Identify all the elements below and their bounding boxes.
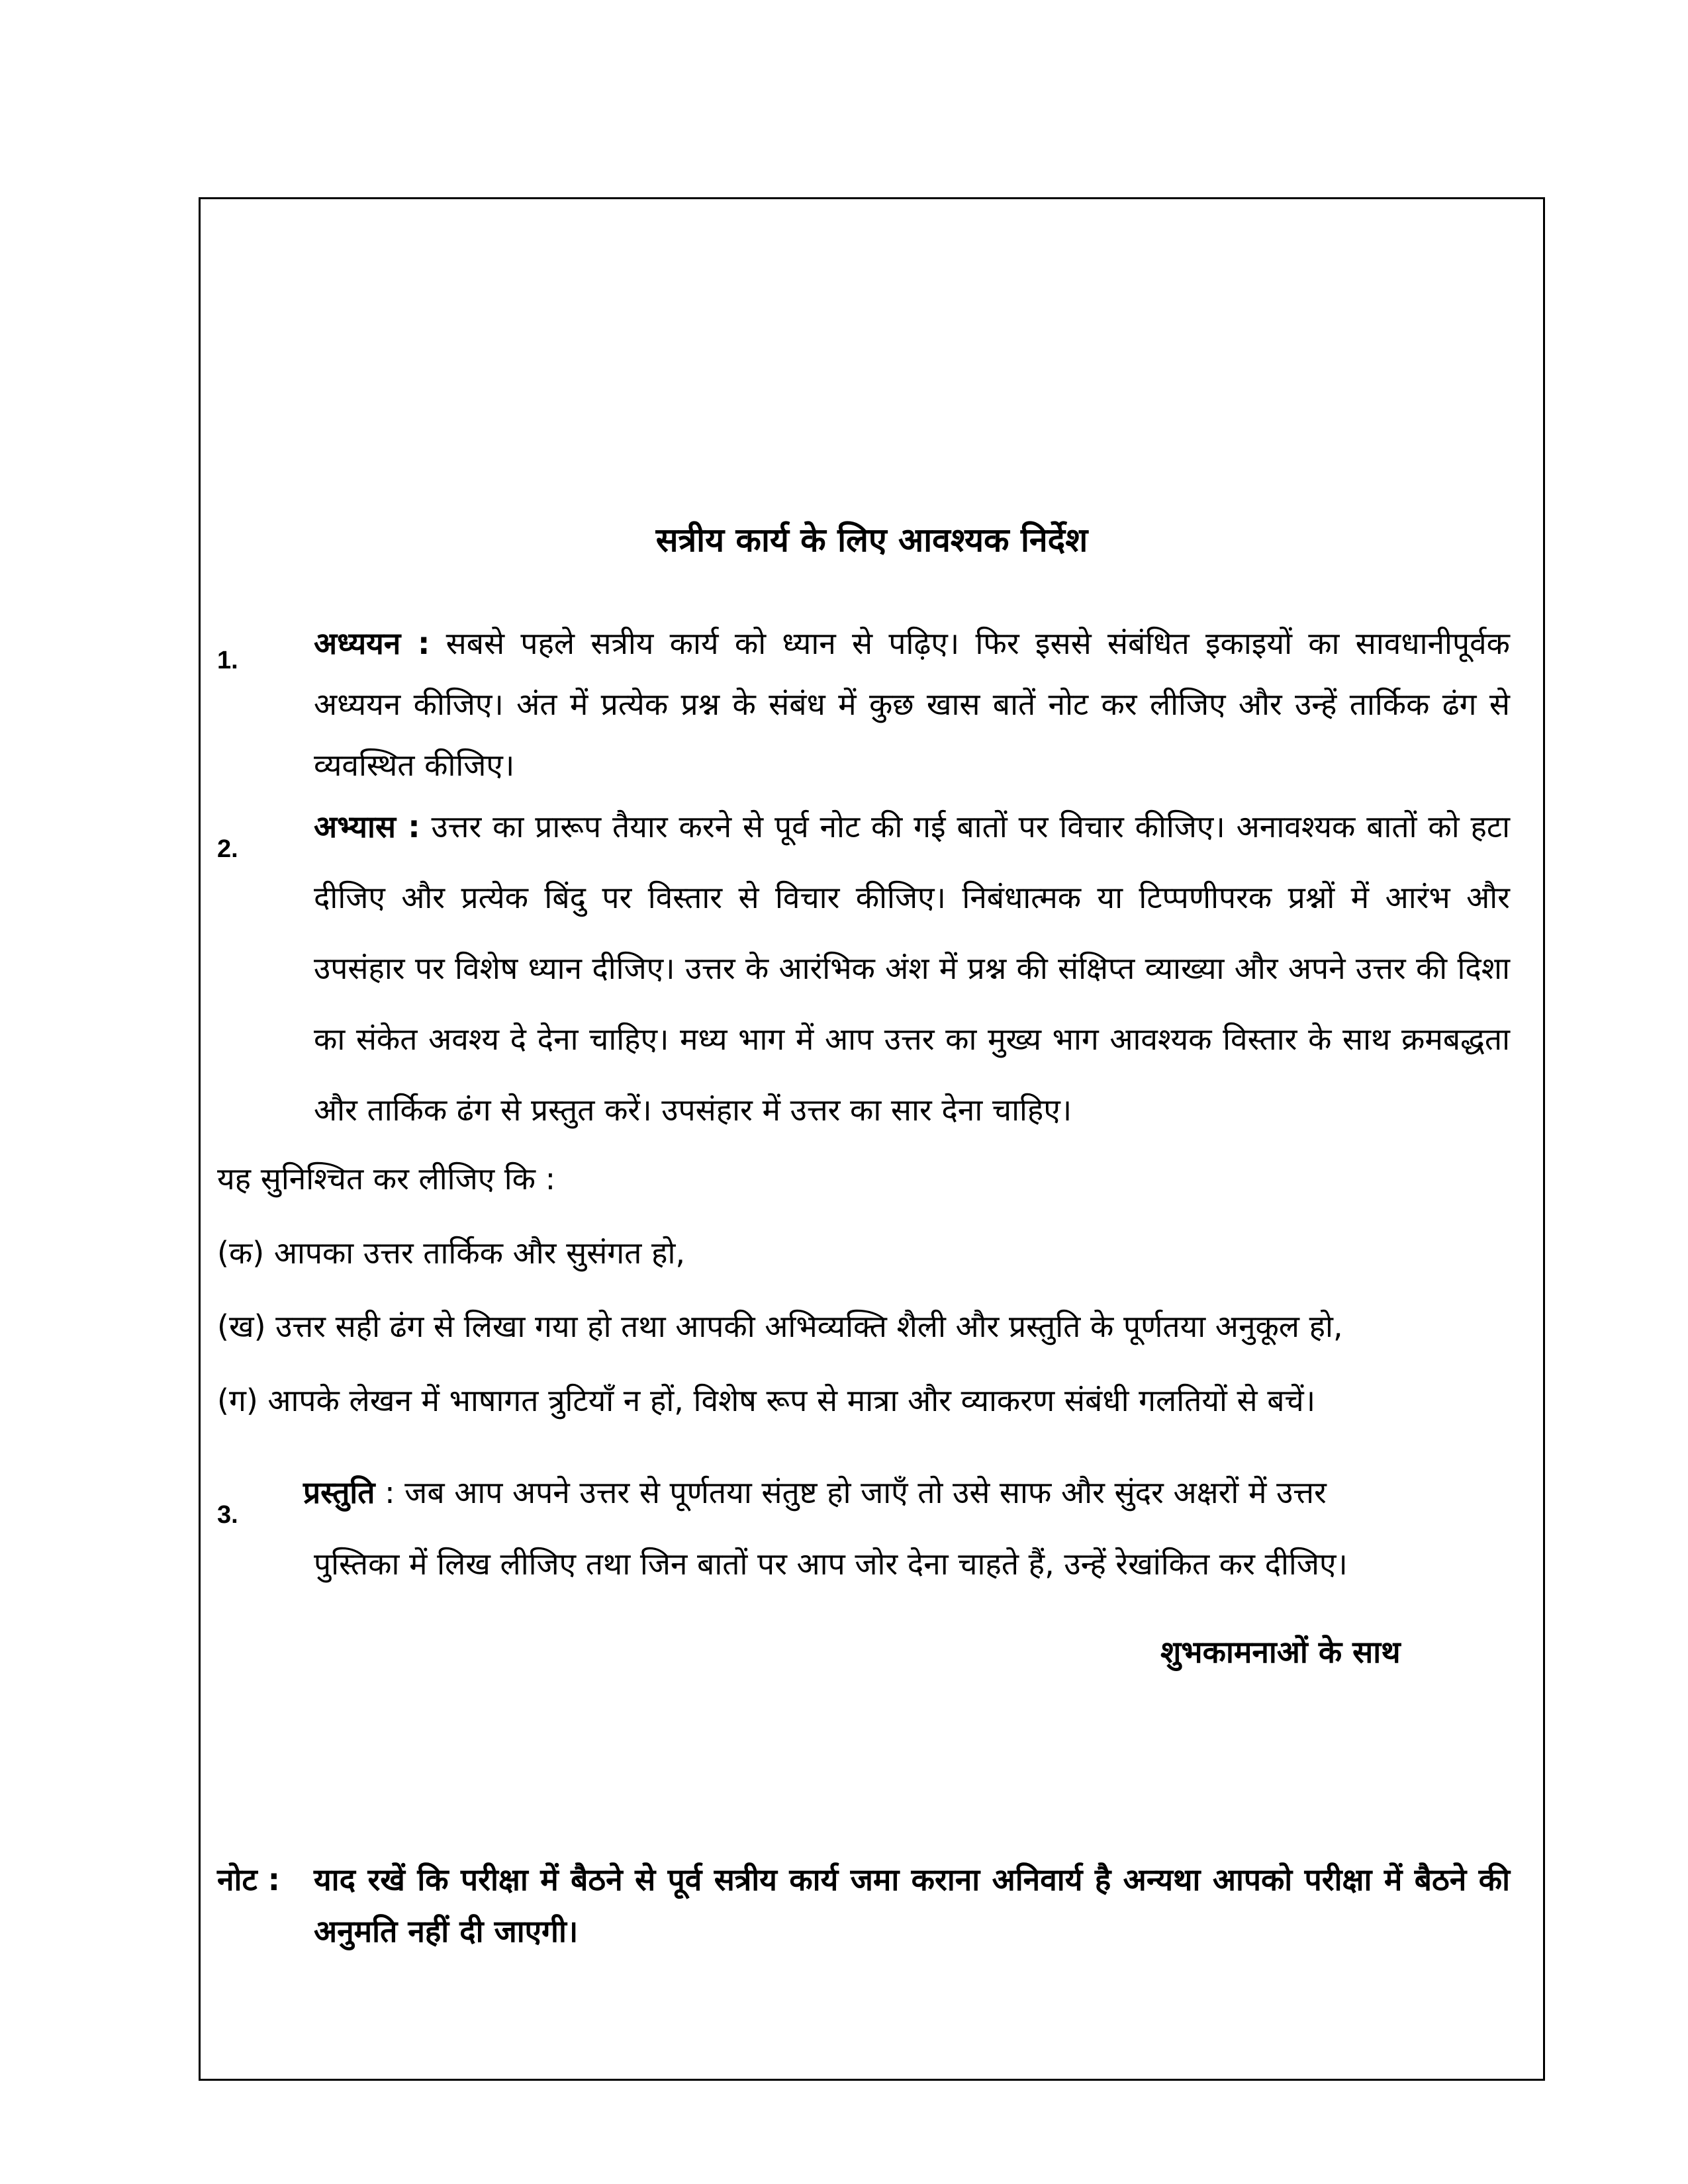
item-number: 1.: [217, 647, 238, 674]
instructions-box: [199, 197, 1545, 2081]
item-heading: अभ्यास :: [314, 809, 420, 844]
item-body: [303, 1457, 1510, 1600]
item-text: उत्तर का प्रारूप तैयार करने से पूर्व नोट की गई बातों पर विचार कीजिए। अनावश्यक बातों को हटा दीजिए और प्रत्येक बिंदु पर विस्तार से विचार कीजिए। निबंधात्मक या टिप्पणीपरक प्रश्नों में आरंभ और उपसंहार पर विशेष ध्यान दीजिए। उत्तर के आरंभिक अंश में प्रश्न की संक्षिप्त व्याख्या और अपने उत्तर की दिशा का संकेत अवश्य दे देना चाहिए। मध्य भाग में आप उत्तर का मुख्य भाग आवश्यक विस्तार के साथ क्रमबद्धता और तार्किक ढंग से प्रस्तुत करें। उपसंहार में उत्तर का सार देना चाहिए।: [314, 809, 1510, 1128]
item-heading: अध्ययन :: [314, 625, 430, 661]
note-label: नोट :: [217, 1862, 281, 1897]
ensure-point-kha: (ख) उत्तर सही ढंग से लिखा गया हो तथा आपकी अभिव्यक्ति शैली और प्रस्तुति के पूर्णतया अनुकूल हो,: [217, 1308, 1343, 1344]
item-heading: प्रस्तुति: [303, 1475, 375, 1510]
ensure-point-ka: (क) आपका उत्तर तार्किक और सुसंगत हो,: [217, 1235, 685, 1271]
item-body: [314, 792, 1510, 1146]
item-body: [314, 613, 1510, 796]
item-number: 3.: [217, 1501, 238, 1529]
note-text: याद रखें कि परीक्षा में बैठने से पूर्व सत्रीय कार्य जमा कराना अनिवार्य है अन्यथा आपको परीक्षा में बैठने की अनुमति नहीं दी जाएगी।: [314, 1862, 1510, 1949]
instruction-item-presentation: [217, 1457, 1510, 1600]
instruction-item-practice: [217, 792, 1510, 1146]
item-text: : जब आप अपने उत्तर से पूर्णतया संतुष्ट हो जाएँ तो उसे साफ और सुंदर अक्षरों में उत्तर: [385, 1475, 1327, 1510]
ensure-intro: यह सुनिश्चित कर लीजिए कि :: [217, 1161, 556, 1197]
page-title: सत्रीय कार्य के लिए आवश्यक निर्देश: [655, 521, 1088, 559]
note-block: [217, 1854, 1510, 1957]
item-number: 2.: [217, 835, 238, 863]
closing-wishes: शुभकामनाओं के साथ: [1160, 1634, 1401, 1670]
item-text: सबसे पहले सत्रीय कार्य को ध्यान से पढ़िए। फिर इससे संबंधित इकाइयों का सावधानीपूर्वक अध्ययन कीजिए। अंत में प्रत्येक प्रश्न के संबंध में कुछ खास बातें नोट कर लीजिए और उन्हें तार्किक ढंग से व्यवस्थित कीजिए।: [314, 625, 1510, 783]
ensure-point-ga: (ग) आपके लेखन में भाषागत त्रुटियाँ न हों, विशेष रूप से मात्रा और व्याकरण संबंधी गलतियों से बचें।: [217, 1383, 1316, 1418]
item-text-continued: पुस्तिका में लिख लीजिए तथा जिन बातों पर आप जोर देना चाहते हैं, उन्हें रेखांकित कर दीजिए।: [314, 1546, 1348, 1582]
instruction-item-study: [217, 613, 1510, 796]
